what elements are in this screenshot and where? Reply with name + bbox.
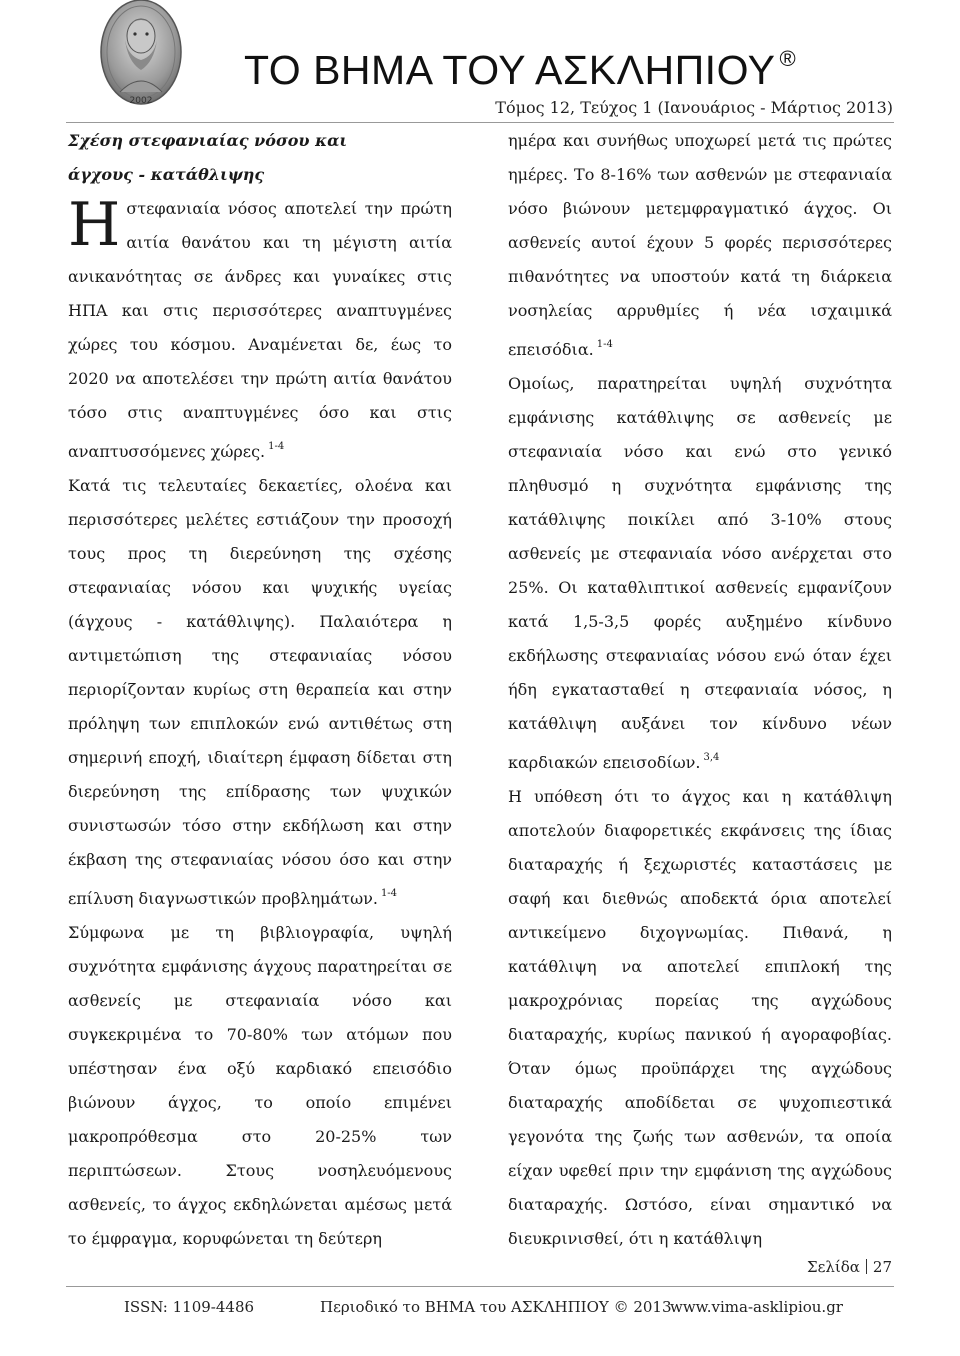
footer-website[interactable]: www.vima-asklipiou.gr — [670, 1298, 843, 1316]
citation-ref: 1-4 — [380, 888, 398, 899]
footer-issn: ISSN: 1109-4486 — [124, 1298, 255, 1316]
paragraph: Ηστεφανιαία νόσος αποτελεί την πρώτη αιτία θανάτου και τη μέγιστη αιτία ανικανότητας σε άνδρες και γυναίκες στις ΗΠΑ και στις περισσότερες αναπτυγμένες χώρες του κόσμου. Αναμένεται δε, έως το 2020 να αποτελέσει την πρώτη αιτία θανάτου τόσο στις αναπτυγμένες όσο και στις αναπτυσσόμενες χώρες. $^{1-4}$ — [68, 190, 452, 461]
paragraph: Η υπόθεση ότι το άγχος και η κατάθλιψη αποτελούν διαφορετικές εκφάνσεις της ίδιας διαταραχής ή ξεχωριστές καταστάσεις με σαφή και διεθνώς αποδεκτά όρια αποτελεί αντικείμενο διχογνωμίας. Πιθανά, η κατάθλιψη να αποτελεί επιπλοκή της μακροχρόνιας πορείας της αγχώδους διαταραχής, κυρίως πανικού ή αγοραφοβίας. Όταν όμως προϋπάρχει της αγχώδους διαταραχής αποδίδεται σε ψυχοπιεστικά γεγονότα της ζωής των ασθενών, τα οποία είχαν υφεθεί πριν την εμφάνιση της αγχώδους διαταραχής. Ωστόσο, είναι σημαντικό να διευκρινισθεί, ότι η κατάθλιψη — [508, 787, 892, 1248]
paragraph: Ομοίως, παρατηρείται υψηλή συχνότητα εμφάνισης κατάθλιψης σε ασθενείς με στεφανιαία νόσο και ενώ στο γενικό πληθυσμό η συχνότητα εμφάνισης της κατάθλιψης ποικίλει από 3-10% στους ασθενείς με στεφανιαία νόσο ανέρχεται στο 25%. Οι καταθλιπτικοί ασθενείς εμφανίζουν κατά 1,5-3,5 φορές αυξημένο κίνδυνο εκδήλωσης στεφανιαίας νόσου ενώ όταν έχει ήδη εγκατασταθεί η στεφανιαία νόσος, η κατάθλιψη αυξάνει τον κίνδυνο νέων καρδιακών επεισοδίων. $^{3,4}$ — [508, 374, 892, 772]
asclepius-bust-icon — [98, 0, 184, 112]
registered-mark: ® — [779, 46, 797, 71]
citation-ref: 3,4 — [703, 752, 720, 763]
page-number-separator — [866, 1259, 867, 1274]
drop-cap: Η — [68, 190, 121, 260]
paragraph: Κατά τις τελευταίες δεκαετίες, ολοένα και περισσότερες μελέτες εστιάζουν την προσοχή τους προς τη διερεύνηση της σχέσης στεφανιαίας νόσου και ψυχικής υγείας (άγχους - κατάθλιψης). Παλαιότερα η αντιμετώπιση της στεφανιαίας νόσου περιορίζονταν κυρίως στη θεραπεία και στην πρόληψη των επιπλοκών ενώ αντιθέτως στη σημερινή εποχή, ιδιαίτερη έμφαση δίδεται στη διερεύνηση της επίδρασης των ψυχικών συνιστωσών τόσο στην εκδήλωση και στην έκβαση της στεφανιαίας νόσου όσο και στην επίλυση διαγνωστικών προβλημάτων. $^{1-4}$ — [68, 476, 452, 908]
left-column — [68, 124, 452, 1256]
footer-divider — [66, 1286, 894, 1287]
issue-info: Τόμος 12, Τεύχος 1 (Ιανουάριος - Μάρτιος 2013) — [495, 98, 893, 117]
journal-title: ΤΟ ΒΗΜΑ ΤΟΥ ΑΣΚΛΗΠΙΟΥ ® — [244, 46, 797, 93]
footer-journal: Περιοδικό το ΒΗΜΑ του ΑΣΚΛΗΠΙΟΥ © 2013 — [320, 1298, 672, 1316]
right-column — [508, 124, 892, 1256]
citation-ref: 1-4 — [596, 339, 613, 350]
paragraph: ημέρα και συνήθως υποχωρεί μετά τις πρώτες ημέρες. Το 8-16% των ασθενών με στεφανιαία νόσο βιώνουν μετεμφραγματικό άγχος. Οι ασθενείς αυτοί έχουν 5 φορές περισσότερες πιθανότητες να υποστούν κατά τη διάρκεια νοσηλείας αρρυθμίες ή νέα ισχαιμικά επεισόδια. $^{1-4}$ — [508, 131, 892, 359]
section-heading: Σχέση στεφανιαίας νόσου και άγχους - κατάθλιψης — [68, 131, 348, 184]
page-number: Σελίδα 27 — [806, 1258, 892, 1276]
citation-ref: 1-4 — [268, 441, 285, 452]
svg-text:2002: 2002 — [129, 96, 153, 106]
journal-logo — [98, 0, 184, 112]
paragraph: Σύμφωνα με τη βιβλιογραφία, υψηλή συχνότητα εμφάνισης άγχους παρατηρείται σε ασθενείς με στεφανιαία νόσο και συγκεκριμένα το 70-80% των ατόμων που υπέστησαν ένα οξύ καρδιακό επεισόδιο βιώνουν άγχος, το οποίο επιμένει μακροπρόθεσμα στο 20-25% των περιπτώσεων. Στους νοσηλευόμενους ασθενείς, το άγχος εκδηλώνεται αμέσως μετά το έμφραγμα, κορυφώνεται τη δεύτερη — [68, 923, 452, 1248]
header-divider — [66, 122, 894, 123]
